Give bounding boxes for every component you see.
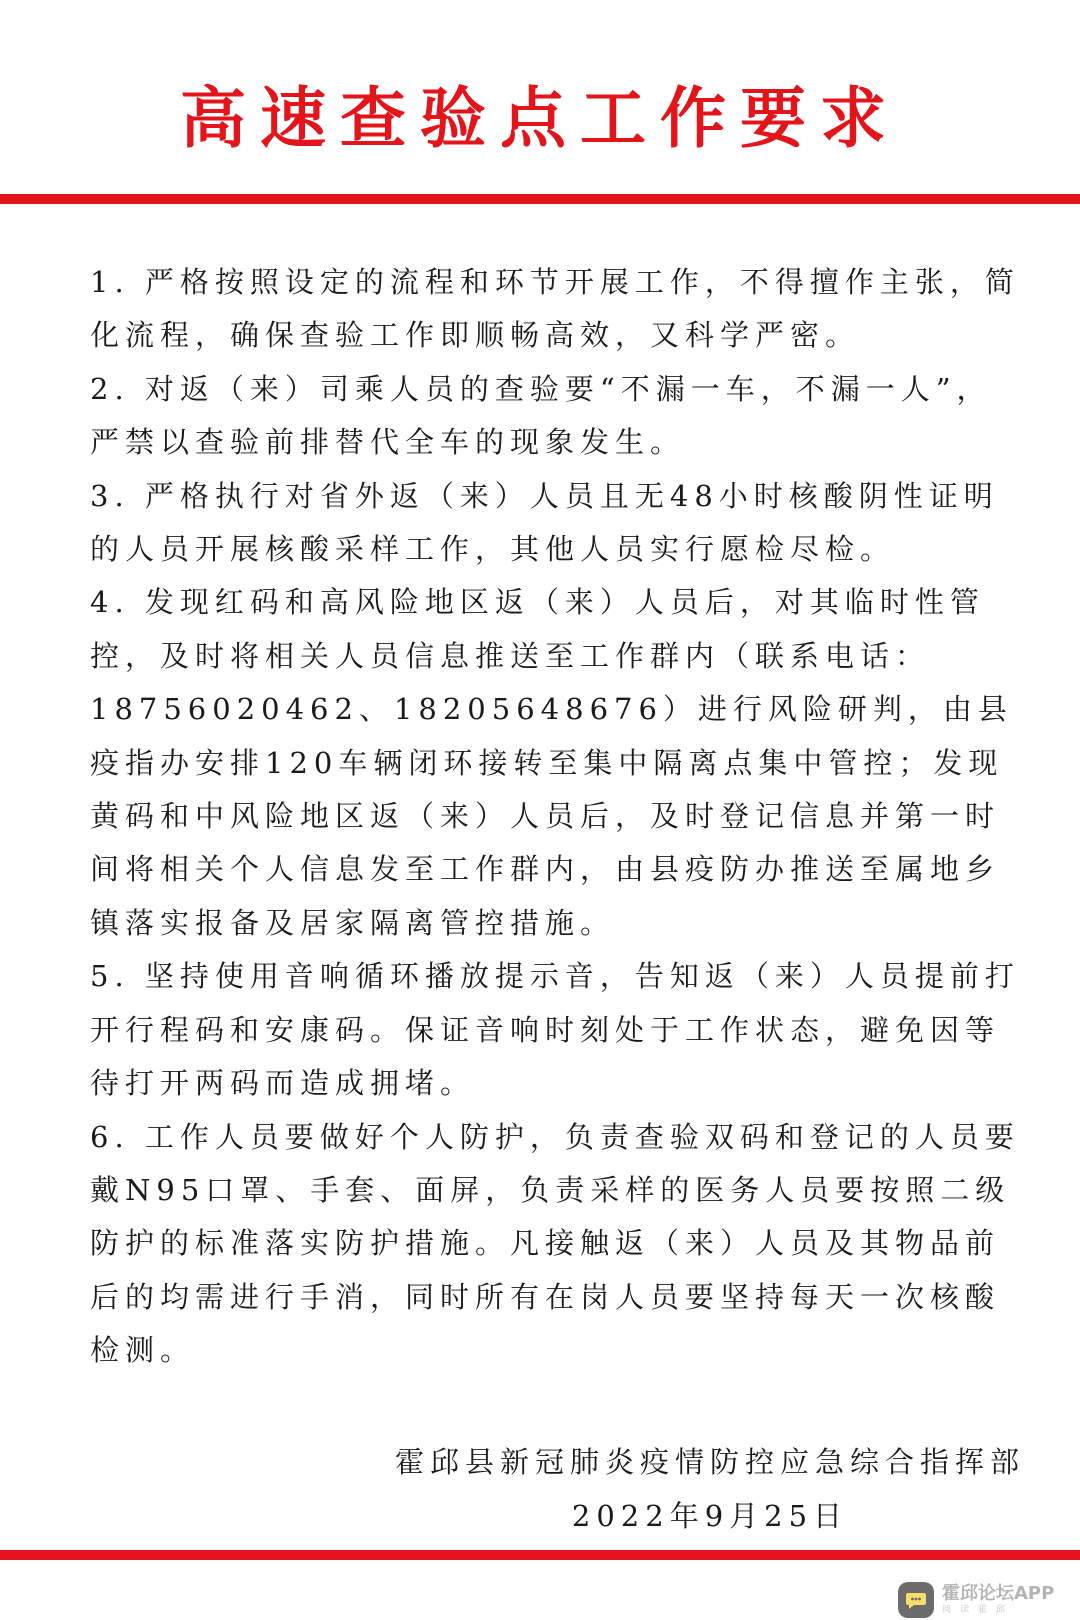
requirement-item-4: 4. 发现红码和高风险地区返（来）人员后，对其临时性管控，及时将相关人员信息推送至工作群内（联系电话：18756020462、18205648676）进行风险研判，由县疫指办安排120车辆闭环接转至集中隔离点集中管控；发现黄码和中风险地区返（来）人员后，及时登记信息并第一时间将相关个人信息发至工作群内，由县疫防办推送至属地乡镇落实报备及居家隔离管控措施。 xyxy=(90,585,1013,940)
issuer-name: 霍邱县新冠肺炎疫情防控应急综合指挥部 xyxy=(394,1445,1025,1479)
requirement-item-6: 6. 工作人员要做好个人防护，负责查验双码和登记的人员要戴N95口罩、手套、面屏，负责采样的医务人员要按照二级防护的标准落实防护措施。凡接触返（来）人员及其物品前后的均需进行手消，同时所有在岗人员要坚持每天一次核酸检测。 xyxy=(90,1119,1020,1368)
requirement-item-3: 3. 严格执行对省外返（来）人员且无48小时核酸阴性证明的人员开展核酸采样工作，其他人员实行愿检尽检。 xyxy=(90,478,999,567)
app-watermark xyxy=(898,1580,1054,1620)
watermark-subtitle: 阅读霍邱 xyxy=(942,1605,1015,1615)
requirement-item-2: 2. 对返（来）司乘人员的查验要“不漏一车，不漏一人”，严禁以查验前排替代全车的现象发生。 xyxy=(90,371,992,460)
document-body xyxy=(90,256,1020,1378)
top-red-divider xyxy=(0,194,1080,204)
chat-bubble-icon xyxy=(898,1582,934,1618)
requirement-item-1: 1. 严格按照设定的流程和环节开展工作，不得擅作主张，简化流程，确保查验工作即顺畅高效，又科学严密。 xyxy=(90,265,1020,353)
issue-date: 2022年9月25日 xyxy=(571,1499,849,1533)
bottom-red-divider xyxy=(0,1550,1080,1560)
document-title: 高速查验点工作要求 xyxy=(180,79,900,157)
watermark-app-name: 霍邱论坛APP xyxy=(942,1583,1055,1604)
signature-block xyxy=(395,1435,1025,1543)
requirement-item-5: 5. 坚持使用音响循环播放提示音，告知返（来）人员提前打开行程码和安康码。保证音响时刻处于工作状态，避免因等待打开两码而造成拥堵。 xyxy=(90,959,1020,1101)
